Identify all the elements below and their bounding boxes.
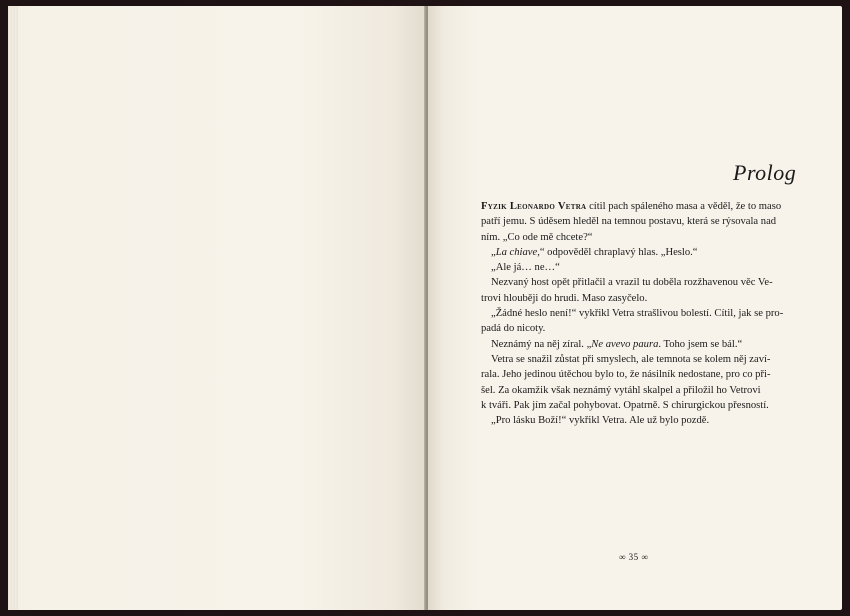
chapter-title: Prolog <box>733 160 797 185</box>
text-line: rala. Jeho jedinou útěchou bylo to, že násilník nedostane, pro co při- <box>481 369 771 381</box>
text-line: „La chiave,“ odpověděl chraplavý hlas. „Heslo.“ <box>491 246 698 258</box>
text-line: šel. Za okamžik však neznámý vytáhl skalpel a přiložil ho Vetrovi <box>481 384 761 396</box>
opening-small-caps: Fyzik Leonardo Vetra <box>481 201 587 212</box>
prologue-text <box>481 199 784 428</box>
text-line: „Ale já… ne…“ <box>491 262 560 274</box>
text-line: „Pro lásku Boží!“ vykřikl Vetra. Ale už bylo pozdě. <box>491 415 710 427</box>
left-blank-page <box>8 6 426 610</box>
text-line: k tváři. Pak jím začal pohybovat. Opatrně. S chirurgickou přesností. <box>481 399 769 411</box>
page-number: ∞ 35 ∞ <box>619 552 649 562</box>
text-line: Neznámý na něj zíral. „Ne avevo paura. Toho jsem se bál.“ <box>491 338 743 350</box>
text-line: Fyzik Leonardo Vetra cítil pach spáleného masa a věděl, že to maso <box>481 201 782 212</box>
text-line: patří jemu. S úděsem hleděl na temnou postavu, která se rýsovala nad <box>481 216 777 228</box>
text-line: trovi hlouběji do hrudi. Maso zasyčelo. <box>481 292 648 304</box>
text-line: „Žádné heslo není!“ vykřikl Vetra strašlivou bolestí. Cítil, jak se pro- <box>491 308 784 320</box>
text-line: ním. „Co ode mě chcete?“ <box>481 231 593 243</box>
text-line: Nezvaný host opět přitlačil a vrazil tu doběla rozžhavenou věc Ve- <box>491 277 773 289</box>
text-line: Vetra se snažil zůstat při smyslech, ale temnota se kolem něj zaví- <box>491 353 771 365</box>
text-line: padá do nicoty. <box>481 323 546 335</box>
